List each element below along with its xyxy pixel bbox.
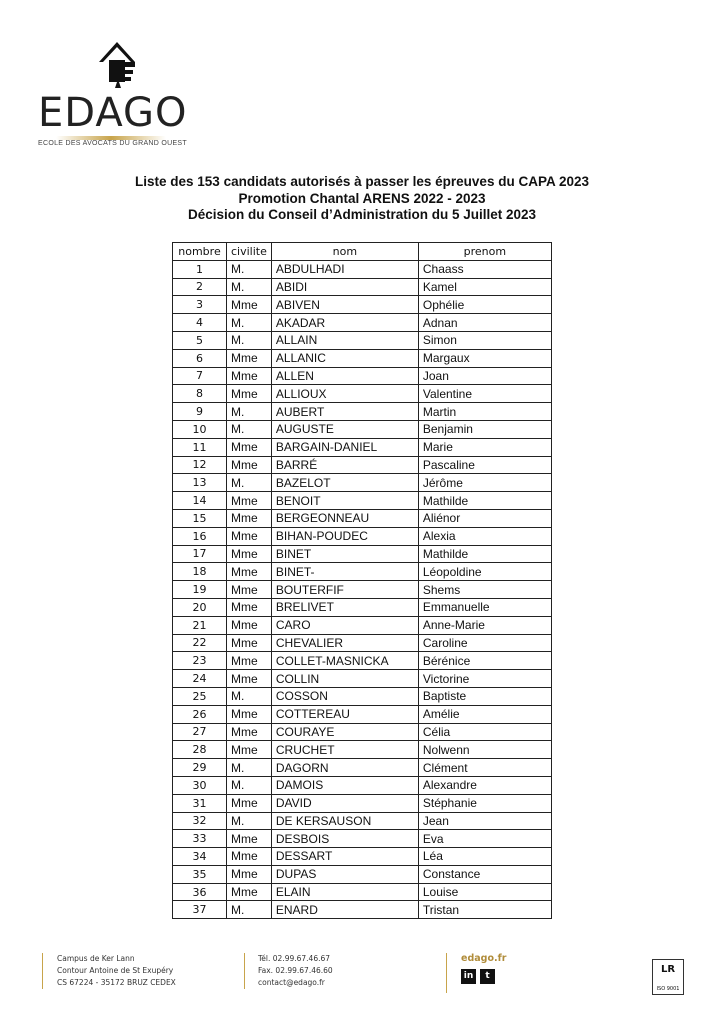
row-civilite: M. (227, 901, 272, 919)
row-nom: COTTEREAU (271, 705, 418, 723)
row-number: 37 (173, 901, 227, 919)
table-row (173, 296, 552, 314)
row-prenom: Shems (418, 581, 551, 599)
row-civilite: Mme (227, 794, 272, 812)
row-prenom: Victorine (418, 670, 551, 688)
row-nom: DE KERSAUSON (271, 812, 418, 830)
row-prenom: Ophélie (418, 296, 551, 314)
row-prenom: Nolwenn (418, 741, 551, 759)
document-title (0, 174, 724, 224)
table-row (173, 670, 552, 688)
table-row (173, 759, 552, 777)
row-nom: COSSON (271, 687, 418, 705)
row-civilite: Mme (227, 527, 272, 545)
row-nom: DAVID (271, 794, 418, 812)
row-nom: BARRÉ (271, 456, 418, 474)
footer-web (446, 953, 506, 993)
row-number: 26 (173, 705, 227, 723)
table-row (173, 812, 552, 830)
row-nom: CRUCHET (271, 741, 418, 759)
row-number: 34 (173, 848, 227, 866)
cert-label: ISO 9001 (656, 986, 680, 992)
row-number: 25 (173, 687, 227, 705)
row-prenom: Clément (418, 759, 551, 777)
header-civilite: civilite (227, 243, 272, 261)
table-row (173, 349, 552, 367)
row-nom: DAGORN (271, 759, 418, 777)
row-civilite: M. (227, 420, 272, 438)
table-row (173, 616, 552, 634)
row-nom: BAZELOT (271, 474, 418, 492)
social-links (461, 969, 506, 984)
logo-tagline: ECOLE DES AVOCATS DU GRAND OUEST (38, 140, 187, 147)
address-line: Contour Antoine de St Exupéry (57, 966, 174, 975)
row-prenom: Valentine (418, 385, 551, 403)
row-number: 15 (173, 509, 227, 527)
row-civilite: M. (227, 314, 272, 332)
row-nom: AUBERT (271, 403, 418, 421)
row-nom: CARO (271, 616, 418, 634)
row-nom: ENARD (271, 901, 418, 919)
row-civilite: M. (227, 812, 272, 830)
email-link[interactable]: contact@edago.fr (258, 978, 325, 987)
row-number: 3 (173, 296, 227, 314)
row-nom: DESBOIS (271, 830, 418, 848)
table-row (173, 563, 552, 581)
edago-logo (38, 40, 188, 150)
row-nom: ALLANIC (271, 349, 418, 367)
row-civilite: M. (227, 687, 272, 705)
row-nom: COLLET-MASNICKA (271, 652, 418, 670)
row-civilite: M. (227, 331, 272, 349)
row-civilite: Mme (227, 634, 272, 652)
table-row (173, 901, 552, 919)
certification-badge (652, 959, 684, 995)
row-nom: BOUTERFIF (271, 581, 418, 599)
pointing-hand-icon (95, 40, 139, 88)
row-prenom: Anne-Marie (418, 616, 551, 634)
row-prenom: Aliénor (418, 509, 551, 527)
row-civilite: Mme (227, 509, 272, 527)
row-number: 17 (173, 545, 227, 563)
title-line-1: Liste des 153 candidats autorisés à passer les épreuves du CAPA 2023 (135, 174, 589, 189)
row-nom: ALLEN (271, 367, 418, 385)
row-prenom: Tristan (418, 901, 551, 919)
row-number: 22 (173, 634, 227, 652)
row-civilite: M. (227, 403, 272, 421)
row-prenom: Jérôme (418, 474, 551, 492)
row-number: 8 (173, 385, 227, 403)
row-number: 19 (173, 581, 227, 599)
row-civilite: Mme (227, 456, 272, 474)
fax: Fax. 02.99.67.46.60 (258, 966, 333, 975)
row-nom: ABIDI (271, 278, 418, 296)
table-row (173, 438, 552, 456)
row-prenom: Léa (418, 848, 551, 866)
row-civilite: Mme (227, 652, 272, 670)
row-civilite: Mme (227, 438, 272, 456)
row-civilite: M. (227, 759, 272, 777)
row-nom: BINET- (271, 563, 418, 581)
header-nom: nom (271, 243, 418, 261)
table-row (173, 474, 552, 492)
row-nom: BRELIVET (271, 598, 418, 616)
table-row (173, 385, 552, 403)
row-prenom: Baptiste (418, 687, 551, 705)
row-prenom: Joan (418, 367, 551, 385)
row-number: 29 (173, 759, 227, 777)
table-row (173, 331, 552, 349)
candidates-table (172, 242, 552, 919)
table-row (173, 456, 552, 474)
row-nom: BERGEONNEAU (271, 509, 418, 527)
row-civilite: Mme (227, 830, 272, 848)
row-number: 7 (173, 367, 227, 385)
table-row (173, 776, 552, 794)
row-prenom: Bérénice (418, 652, 551, 670)
row-civilite: Mme (227, 492, 272, 510)
row-prenom: Alexia (418, 527, 551, 545)
row-civilite: Mme (227, 545, 272, 563)
row-nom: AUGUSTE (271, 420, 418, 438)
table-header-row (173, 243, 552, 261)
row-nom: COLLIN (271, 670, 418, 688)
row-number: 12 (173, 456, 227, 474)
row-number: 32 (173, 812, 227, 830)
row-number: 18 (173, 563, 227, 581)
header-nombre: nombre (173, 243, 227, 261)
row-civilite: Mme (227, 616, 272, 634)
row-nom: ELAIN (271, 883, 418, 901)
title-line-3: Décision du Conseil d’Administration du 5 Juillet 2023 (187, 207, 537, 222)
footer-contact (244, 953, 333, 989)
row-nom: ALLAIN (271, 331, 418, 349)
row-prenom: Célia (418, 723, 551, 741)
row-prenom: Adnan (418, 314, 551, 332)
row-prenom: Stéphanie (418, 794, 551, 812)
row-civilite: Mme (227, 598, 272, 616)
row-nom: DAMOIS (271, 776, 418, 794)
row-prenom: Pascaline (418, 456, 551, 474)
table-row (173, 420, 552, 438)
row-nom: BINET (271, 545, 418, 563)
row-prenom: Kamel (418, 278, 551, 296)
row-number: 4 (173, 314, 227, 332)
row-number: 30 (173, 776, 227, 794)
row-nom: BIHAN-POUDEC (271, 527, 418, 545)
table-row (173, 314, 552, 332)
table-row (173, 794, 552, 812)
row-nom: BARGAIN-DANIEL (271, 438, 418, 456)
row-number: 24 (173, 670, 227, 688)
row-nom: BENOIT (271, 492, 418, 510)
table-row (173, 278, 552, 296)
page-footer (0, 953, 724, 1013)
row-prenom: Benjamin (418, 420, 551, 438)
cert-mark: LR (660, 964, 676, 975)
row-prenom: Emmanuelle (418, 598, 551, 616)
title-line-2: Promotion Chantal ARENS 2022 - 2023 (238, 190, 486, 206)
row-number: 11 (173, 438, 227, 456)
table-row (173, 687, 552, 705)
footer-address (42, 953, 176, 989)
table-row (173, 705, 552, 723)
row-prenom: Mathilde (418, 545, 551, 563)
table-row (173, 403, 552, 421)
table-row (173, 598, 552, 616)
table-row (173, 865, 552, 883)
table-row (173, 581, 552, 599)
table-row (173, 848, 552, 866)
phone: Tél. 02.99.67.46.67 (258, 954, 331, 963)
row-number: 33 (173, 830, 227, 848)
row-civilite: Mme (227, 385, 272, 403)
row-prenom: Marie (418, 438, 551, 456)
row-civilite: Mme (227, 296, 272, 314)
row-number: 31 (173, 794, 227, 812)
row-prenom: Chaass (418, 260, 551, 278)
table-row (173, 830, 552, 848)
row-civilite: Mme (227, 581, 272, 599)
row-civilite: M. (227, 474, 272, 492)
row-number: 10 (173, 420, 227, 438)
address-line: Campus de Ker Lann (57, 954, 135, 963)
row-civilite: Mme (227, 705, 272, 723)
row-number: 13 (173, 474, 227, 492)
row-number: 1 (173, 260, 227, 278)
row-prenom: Mathilde (418, 492, 551, 510)
row-nom: DESSART (271, 848, 418, 866)
row-number: 2 (173, 278, 227, 296)
table-row (173, 741, 552, 759)
table-row (173, 367, 552, 385)
table-row (173, 652, 552, 670)
row-number: 16 (173, 527, 227, 545)
row-civilite: Mme (227, 723, 272, 741)
header-prenom: prenom (418, 243, 551, 261)
row-number: 21 (173, 616, 227, 634)
row-prenom: Martin (418, 403, 551, 421)
logo-brand: EDAGO (38, 90, 188, 136)
table-row (173, 509, 552, 527)
row-prenom: Amélie (418, 705, 551, 723)
row-prenom: Eva (418, 830, 551, 848)
linkedin-icon[interactable]: in (461, 969, 476, 984)
row-prenom: Jean (418, 812, 551, 830)
row-civilite: Mme (227, 349, 272, 367)
row-nom: COURAYE (271, 723, 418, 741)
row-nom: CHEVALIER (271, 634, 418, 652)
row-nom: AKADAR (271, 314, 418, 332)
table-row (173, 723, 552, 741)
row-number: 35 (173, 865, 227, 883)
row-prenom: Alexandre (418, 776, 551, 794)
table-row (173, 492, 552, 510)
row-nom: ABIVEN (271, 296, 418, 314)
row-nom: DUPAS (271, 865, 418, 883)
row-prenom: Louise (418, 883, 551, 901)
row-number: 9 (173, 403, 227, 421)
row-number: 23 (173, 652, 227, 670)
row-prenom: Constance (418, 865, 551, 883)
row-number: 27 (173, 723, 227, 741)
row-number: 20 (173, 598, 227, 616)
row-prenom: Caroline (418, 634, 551, 652)
row-number: 14 (173, 492, 227, 510)
row-civilite: M. (227, 278, 272, 296)
row-nom: ALLIOUX (271, 385, 418, 403)
row-number: 28 (173, 741, 227, 759)
row-nom: ABDULHADI (271, 260, 418, 278)
row-civilite: Mme (227, 883, 272, 901)
row-civilite: Mme (227, 848, 272, 866)
row-civilite: Mme (227, 865, 272, 883)
row-number: 6 (173, 349, 227, 367)
table-row (173, 260, 552, 278)
twitter-icon[interactable]: t (480, 969, 495, 984)
website-link[interactable]: edago.fr (461, 953, 507, 964)
row-prenom: Margaux (418, 349, 551, 367)
table-row (173, 634, 552, 652)
row-civilite: M. (227, 776, 272, 794)
row-number: 36 (173, 883, 227, 901)
table-row (173, 883, 552, 901)
row-prenom: Simon (418, 331, 551, 349)
table-row (173, 545, 552, 563)
row-civilite: Mme (227, 741, 272, 759)
row-civilite: Mme (227, 563, 272, 581)
row-civilite: Mme (227, 670, 272, 688)
row-civilite: M. (227, 260, 272, 278)
row-prenom: Léopoldine (418, 563, 551, 581)
address-line: CS 67224 - 35172 BRUZ CEDEX (57, 978, 176, 987)
row-number: 5 (173, 331, 227, 349)
row-civilite: Mme (227, 367, 272, 385)
table-row (173, 527, 552, 545)
